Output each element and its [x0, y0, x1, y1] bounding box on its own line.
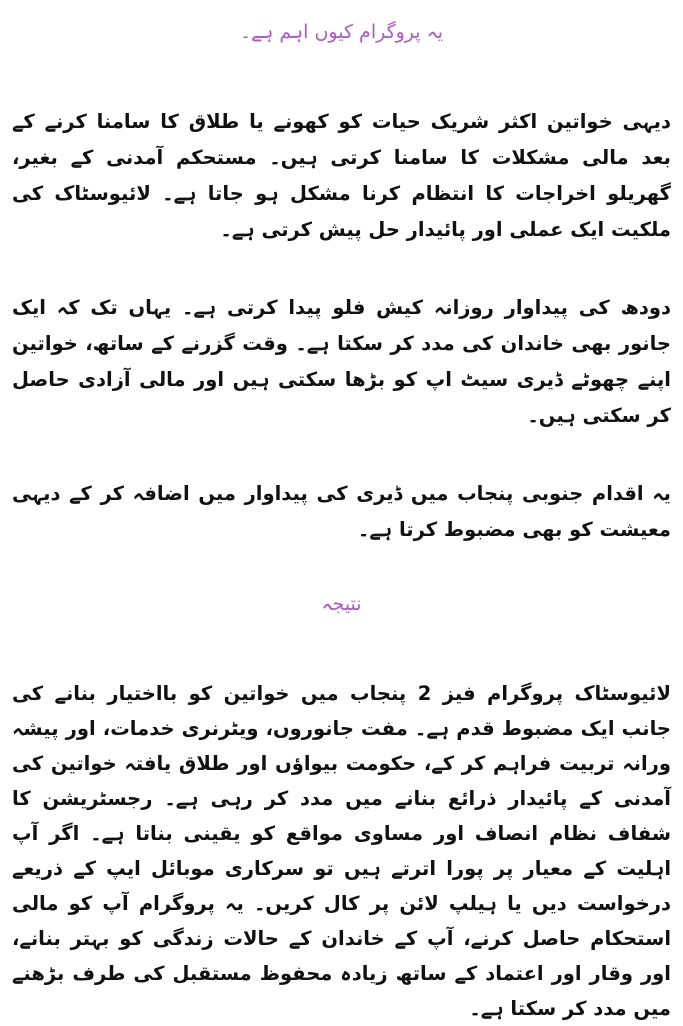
section-heading-conclusion: نتیجہ — [321, 593, 362, 615]
paragraph-rural-economy: یہ اقدام جنوبی پنجاب میں ڈیری کی پیداوار میں اضافہ کر کے دیہی معیشت کو بھی مضبوط کرتا ہے۔ — [12, 482, 671, 541]
section-heading-why-important: یہ پروگرام کیوں اہم ہے۔ — [239, 21, 444, 43]
paragraph-financial-hardship: دیہی خواتین اکثر شریک حیات کو کھونے یا طلاق کا سامنا کرنے کے بعد مالی مشکلات کا سامنا کرتی ہیں۔ مستحکم آمدنی کے بغیر، گھریلو اخراجات کا انتظام کرنا مشکل ہو جاتا ہے۔ لائیوسٹاک کی ملکیت ایک عملی اور پائیدار حل پیش کرتی ہے۔ — [12, 110, 671, 241]
paragraph-conclusion: لائیوسٹاک پروگرام فیز 2 پنجاب میں خواتین کو بااختیار بنانے کی جانب ایک مضبوط قدم ہے۔ مفت جانوروں، ویٹرنری خدمات، اور پیشہ ورانہ تربیت فراہم کر کے، حکومت بیواؤں اور طلاق یافتہ خواتین کی آمدنی کے پائیدار ذرائع بنانے میں مدد کر رہی ہے۔ رجسٹریشن کا شفاف نظام انصاف اور مساوی مواقع کو یقینی بناتا ہے۔ اگر آپ اہلیت کے معیار پر پورا اترتے ہیں تو سرکاری موبائل ایپ کے ذریعے درخواست دیں یا ہیلپ لائن پر کال کریں۔ یہ پروگرام آپ کو مالی استحکام حاصل کرنے، آپ کے خاندان کے حالات زندگی کو بہتر بنانے، اور وقار اور اعتماد کے ساتھ زیادہ محفوظ مستقبل کی طرف بڑھنے میں مدد کر سکتا ہے۔ — [12, 682, 671, 1020]
paragraph-milk-production: دودھ کی پیداوار روزانہ کیش فلو پیدا کرتی ہے۔ یہاں تک کہ ایک جانور بھی خاندان کی مدد کر سکتا ہے۔ وقت گزرنے کے ساتھ، خواتین اپنے چھوٹے ڈیری سیٹ اپ کو بڑھا سکتی ہیں اور مالی آزادی حاصل کر سکتی ہیں۔ — [12, 296, 671, 427]
